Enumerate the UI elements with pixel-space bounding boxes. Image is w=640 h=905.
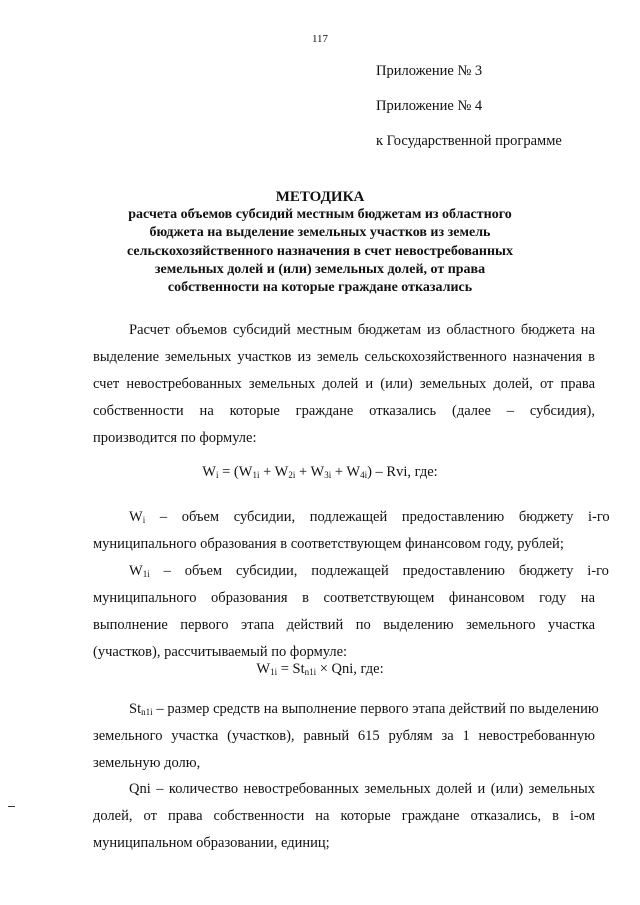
text-line: Qni – количество невостребованных земельных долей и (или) земельных <box>129 781 595 797</box>
text-line: муниципальном образовании, единиц; <box>93 835 330 851</box>
title-line-3: сельскохозяйственного назначения в счет невостребованных <box>127 243 513 259</box>
title-line-5: собственности на которые граждане отказались <box>167 280 473 296</box>
definition-qni <box>93 776 595 857</box>
text-line: (участков), рассчитываемый по формуле: <box>93 644 348 660</box>
text-line: Расчет объемов субсидий местным бюджетам из областного бюджета на <box>129 322 595 338</box>
text-line: $W_i$ – объем субсидии, подлежащей предоставлению бюджету i-го <box>129 509 610 525</box>
text-line: долей, от права собственности на которые граждане отказались, в i-ом <box>93 808 595 824</box>
margin-mark <box>8 806 15 807</box>
text-line: выделение земельных участков из земель сельскохозяйственного назначения в <box>93 349 595 365</box>
intro-paragraph <box>93 317 595 452</box>
text-line: земельную долю, <box>93 755 201 771</box>
formula-subsidy-total: $W_i = (W_{1i} + W_{2i} + W_{3i} + W_{4i})$ – Rvi, где: <box>202 464 438 480</box>
text-line: собственности на которые граждане отказались (далее – субсидия), <box>93 403 595 419</box>
text-line: производится по формуле: <box>93 430 257 446</box>
appendix-3-label: Приложение № 3 <box>376 63 483 79</box>
definition-stn1i <box>93 696 599 777</box>
definition-wi <box>93 504 610 558</box>
state-program-label: к Государственной программе <box>376 133 562 149</box>
text-line: муниципального образования в соответствующем финансовом году на <box>93 590 595 606</box>
page-number: 117 <box>311 33 329 45</box>
text-line: муниципального образования в соответствующем финансовом году, рублей; <box>93 536 564 552</box>
title-main: МЕТОДИКА <box>275 189 365 205</box>
title-line-1: расчета объемов субсидий местным бюджетам из областного <box>128 207 512 223</box>
title-line-2: бюджета на выделение земельных участков из земель <box>149 225 491 241</box>
text-line: земельного участка (участков), равный 615 рублям за 1 невостребованную <box>93 728 595 744</box>
formula-first-stage: $W_{1i} = St_{n1i}$ × Qni, где: <box>256 661 384 677</box>
text-line: $St_{n1i}$ – размер средств на выполнение первого этапа действий по выделению <box>129 701 599 717</box>
text-line: выполнение первого этапа действий по выделению земельного участка <box>93 617 595 633</box>
definition-w1i <box>93 558 609 666</box>
text-line: $W_{1i}$ – объем субсидии, подлежащей предоставлению бюджету i-го <box>129 563 609 579</box>
title-line-4: земельных долей и (или) земельных долей, от права <box>154 261 486 277</box>
text-line: счет невостребованных земельных долей и (или) земельных долей, от права <box>93 376 595 392</box>
methodology-title <box>100 188 540 297</box>
appendix-4-label: Приложение № 4 <box>376 98 483 114</box>
